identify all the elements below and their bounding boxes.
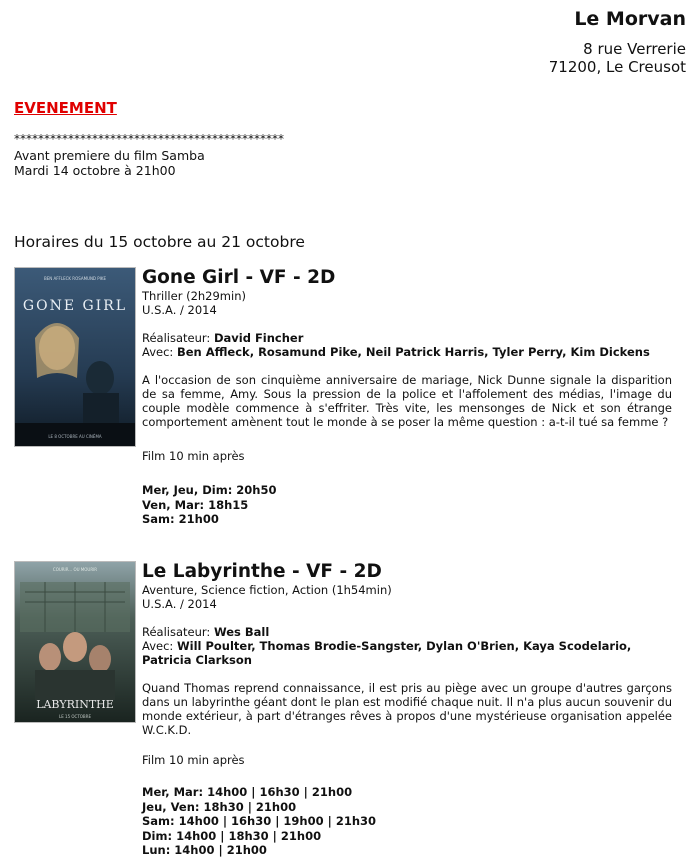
director-name: Wes Ball xyxy=(213,625,270,639)
film-showtimes xyxy=(142,785,672,858)
poster-tagline-labyrinthe: COURIR... OU MOURIR xyxy=(52,567,98,572)
cinema-name: Le Morvan xyxy=(574,8,686,30)
film-director xyxy=(142,331,672,345)
director-label: Réalisateur: xyxy=(142,331,211,345)
poster-title-labyrinthe: LABYRINTHE xyxy=(36,698,114,711)
director-name: David Fincher xyxy=(213,331,304,345)
film-cast xyxy=(142,639,672,667)
schedule-heading: Horaires du 15 octobre au 21 octobre xyxy=(14,233,305,251)
film-after-note: Film 10 min après xyxy=(142,449,245,463)
showtime-line: Lun: 14h00 | 21h00 xyxy=(142,843,267,857)
address-city: 71200, Le Creusot xyxy=(548,58,686,76)
film-synopsis: A l'occasion de son cinquième anniversaire de mariage, Nick Dunne signale la disparition de sa femme, Amy. Sous la pression de la police et l'affolement des médias, l'image du couple modèle commence à s'effriter. Très vite, les mensonges de Nick et son étrange comportement amènent tout le monde à se poser la même question : a-t-il tué sa femme ? xyxy=(142,373,672,429)
event-separator: ********************************************* xyxy=(14,132,284,146)
film-synopsis: Quand Thomas reprend connaissance, il est pris au piège avec un groupe d'autres garçons dans un labyrinthe géant dont le plan est modifié chaque nuit. Il n'a plus aucun souvenir du monde extérieur, à part d'étranges rêves à propos d'une mystérieuse organisation appelée W.C.K.D. xyxy=(142,681,672,737)
address-street: 8 rue Verrerie xyxy=(583,40,686,58)
film-genre: Aventure, Science fiction, Action (1h54min) xyxy=(142,583,392,597)
film-showtimes xyxy=(142,483,672,527)
showtime-line: Jeu, Ven: 18h30 | 21h00 xyxy=(142,799,297,814)
cast-names: Will Poulter, Thomas Brodie-Sangster, Dylan O'Brien, Kaya Scodelario, Patricia Clarkson xyxy=(142,639,632,667)
film-genre: Thriller (2h29min) xyxy=(142,289,246,303)
showtime-line: Dim: 14h00 | 18h30 | 21h00 xyxy=(142,828,322,843)
cast-names: Ben Affleck, Rosamund Pike, Neil Patrick Harris, Tyler Perry, Kim Dickens xyxy=(176,345,650,359)
film-after-note: Film 10 min après xyxy=(142,753,245,767)
showtime-line: Ven, Mar: 18h15 xyxy=(142,497,249,512)
film-title: Le Labyrinthe - VF - 2D xyxy=(142,561,382,582)
showtime-line: Sam: 21h00 xyxy=(142,512,219,526)
showtime-line: Mer, Jeu, Dim: 20h50 xyxy=(142,483,277,497)
event-line-1: Avant premiere du film Samba xyxy=(14,148,205,163)
film-origin: U.S.A. / 2014 xyxy=(142,597,217,611)
cast-label: Avec: xyxy=(142,345,174,359)
film-cast xyxy=(142,345,672,359)
film-title: Gone Girl - VF - 2D xyxy=(142,267,336,288)
film-director xyxy=(142,625,672,639)
poster-title-gone-girl: GONE GIRL xyxy=(22,298,128,314)
film-block-labyrinthe xyxy=(142,561,672,858)
film-block-gone-girl xyxy=(142,267,672,527)
poster-date-labyrinthe: LE 15 OCTOBRE xyxy=(59,714,91,719)
poster-date-gone-girl: LE 8 OCTOBRE AU CINÉMA xyxy=(48,434,102,439)
event-title: EVENEMENT xyxy=(14,99,117,117)
showtime-line: Mer, Mar: 14h00 | 16h30 | 21h00 xyxy=(142,785,353,799)
cast-label: Avec: xyxy=(142,639,174,653)
film-origin: U.S.A. / 2014 xyxy=(142,303,217,317)
director-label: Réalisateur: xyxy=(142,625,211,639)
movie-poster-gone-girl xyxy=(14,267,136,447)
poster-tagline-gone-girl: BEN AFFLECK ROSAMUND PIKE xyxy=(43,276,107,281)
showtime-line: Sam: 14h00 | 16h30 | 19h00 | 21h30 xyxy=(142,814,377,828)
event-line-2: Mardi 14 octobre à 21h00 xyxy=(14,163,176,178)
movie-poster-labyrinthe xyxy=(14,561,136,723)
